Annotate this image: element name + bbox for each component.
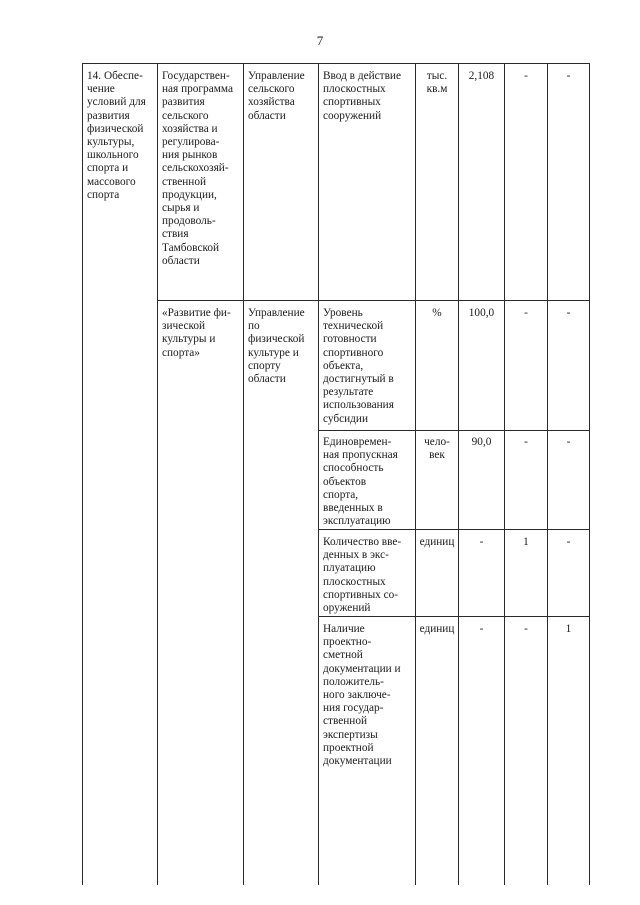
indicator-unit: единиц <box>419 623 455 635</box>
table-rule-ind2 <box>318 430 589 431</box>
table-rule-ind4 <box>318 616 589 617</box>
executor-cell: Управление по физической культуре и спорту области <box>248 307 305 386</box>
indicator-name: Уровень технической готовности спортивного объекта, достигнутый в результате использования субсидии <box>323 307 394 425</box>
indicator-value-2: - <box>524 70 528 82</box>
table-rule-top <box>82 63 589 64</box>
program-cell: Государствен- ная программа развития сельского хозяйства и регулирова- ния рынков сельскохозяй- ственной продукции, сырья и продоволь- ствия Тамбовской области <box>162 70 233 267</box>
indicator-value-2: - <box>524 436 528 448</box>
indicator-value-1: 90,0 <box>471 436 492 448</box>
indicator-value-3: - <box>566 536 571 548</box>
table-rule-col8 <box>547 63 548 885</box>
table-rule-right <box>589 63 590 885</box>
table-rule-col5 <box>415 63 416 885</box>
table-rule-left <box>82 63 83 885</box>
indicator-unit: чело- век <box>424 436 450 462</box>
executor-cell: Управление сельского хозяйства области <box>248 70 305 122</box>
indicator-value-2: - <box>524 307 528 319</box>
indicator-value-1: 100,0 <box>468 307 495 319</box>
indicator-value-2: - <box>524 623 528 635</box>
indicator-value-1: - <box>479 623 484 635</box>
table-rule-col3 <box>243 63 244 885</box>
indicator-value-3: - <box>566 70 571 82</box>
indicator-unit: единиц <box>419 536 455 548</box>
indicator-value-3: - <box>566 436 571 448</box>
table-rule-col4 <box>318 63 319 885</box>
indicator-value-2: 1 <box>523 536 529 548</box>
table-rule-ind3 <box>318 529 589 530</box>
page-number: 7 <box>316 33 324 48</box>
indicator-name: Единовремен- ная пропускная способность объектов спорта, введенных в эксплуатацию <box>323 436 398 528</box>
table-rule-col6 <box>458 63 459 885</box>
indicator-unit: тыс. кв.м <box>426 70 448 96</box>
table-rule-block2 <box>157 300 589 301</box>
indicator-unit: % <box>432 307 442 319</box>
indicator-value-1: - <box>479 536 484 548</box>
program-cell: «Развитие фи- зической культуры и спорта» <box>162 307 231 359</box>
indicator-name: Наличие проектно- сметной документации и положитель- ного заключе- ния государ- ственной экспертизы проектной документации <box>323 623 401 768</box>
goal-cell: 14. Обеспе- чение условий для развития физической культуры, школьного спорта и массового спорта <box>87 70 146 201</box>
indicator-name: Ввод в действие плоскостных спортивных сооружений <box>323 70 401 122</box>
table-rule-col7 <box>504 63 505 885</box>
table-rule-col2 <box>157 63 158 885</box>
indicator-name: Количество вве- денных в экс- плуатацию плоскостных спортивных со- оружений <box>323 536 402 615</box>
indicator-value-3: 1 <box>565 623 572 635</box>
indicator-value-1: 2,108 <box>468 70 495 82</box>
indicator-value-3: - <box>566 307 571 319</box>
